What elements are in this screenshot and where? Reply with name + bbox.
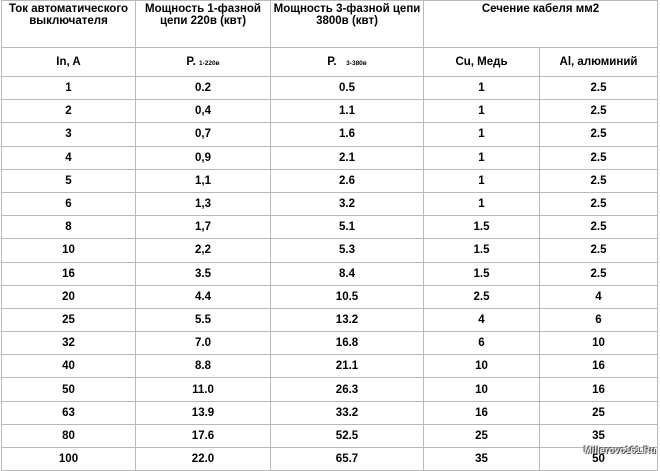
table-row	[2, 378, 658, 401]
table-row	[2, 424, 658, 447]
power-3phase-cell: 2.1	[271, 146, 424, 169]
current-cell: 3	[2, 123, 136, 146]
power-3phase-cell: 3.2	[271, 192, 424, 215]
copper-cell: 25	[424, 424, 540, 447]
aluminium-label: Al, алюминий	[540, 48, 658, 77]
power-3phase-header: Мощность 3-фазной цепи 3800в (квт)	[271, 1, 424, 48]
copper-cell: 35	[424, 448, 540, 471]
power-1phase-header: Мощность 1-фазной цепи 220в (квт)	[136, 1, 271, 48]
power-3phase-cell: 10.5	[271, 285, 424, 308]
table-row	[2, 262, 658, 285]
power-3phase-cell: 5.1	[271, 216, 424, 239]
copper-cell: 1	[424, 192, 540, 215]
aluminium-cell: 2.5	[540, 239, 658, 262]
power-3phase-cell: 65.7	[271, 448, 424, 471]
power-3phase-cell: 2.6	[271, 169, 424, 192]
copper-cell: 1	[424, 77, 540, 100]
power-3phase-cell: 1.6	[271, 123, 424, 146]
current-cell: 2	[2, 100, 136, 123]
power-1phase-cell: 0,9	[136, 146, 271, 169]
power-1phase-cell: 0.2	[136, 77, 271, 100]
copper-cell: 1	[424, 169, 540, 192]
table-row	[2, 285, 658, 308]
power-3phase-cell: 33.2	[271, 401, 424, 424]
current-cell: 50	[2, 378, 136, 401]
power-3phase-cell: 13.2	[271, 308, 424, 331]
current-unit-label: In, A	[2, 48, 136, 77]
copper-cell: 16	[424, 401, 540, 424]
power-1phase-cell: 8.8	[136, 355, 271, 378]
power-1phase-cell: 5.5	[136, 308, 271, 331]
current-cell: 20	[2, 285, 136, 308]
current-cell: 63	[2, 401, 136, 424]
power-1phase-cell: 7.0	[136, 332, 271, 355]
table-row	[2, 146, 658, 169]
current-cell: 10	[2, 239, 136, 262]
power-1phase-cell: 0,4	[136, 100, 271, 123]
copper-cell: 1.5	[424, 239, 540, 262]
current-cell: 6	[2, 192, 136, 215]
power-1phase-cell: 0,7	[136, 123, 271, 146]
table-row	[2, 448, 658, 471]
power-1phase-cell: 22.0	[136, 448, 271, 471]
current-cell: 5	[2, 169, 136, 192]
power-1phase-cell: 1,3	[136, 192, 271, 215]
aluminium-cell: 25	[540, 401, 658, 424]
aluminium-cell: 35	[540, 424, 658, 447]
current-cell: 16	[2, 262, 136, 285]
copper-cell: 1.5	[424, 262, 540, 285]
copper-cell: 1	[424, 146, 540, 169]
power-3phase-cell: 8.4	[271, 262, 424, 285]
power-1phase-cell: 3.5	[136, 262, 271, 285]
aluminium-cell: 2.5	[540, 169, 658, 192]
copper-cell: 1	[424, 100, 540, 123]
power-3phase-sym: P.	[327, 56, 337, 68]
aluminium-cell: 2.5	[540, 262, 658, 285]
power-3phase-cell: 1.1	[271, 100, 424, 123]
table-row	[2, 239, 658, 262]
table-row	[2, 308, 658, 331]
table-row	[2, 169, 658, 192]
current-cell: 32	[2, 332, 136, 355]
current-cell: 40	[2, 355, 136, 378]
copper-cell: 1.5	[424, 216, 540, 239]
power-1phase-cell: 1,1	[136, 169, 271, 192]
power-1phase-symbol	[136, 48, 271, 77]
watermark: Millerovo161.Ru	[583, 445, 656, 455]
current-header: Ток автоматического выключателя	[2, 1, 136, 48]
current-cell: 8	[2, 216, 136, 239]
power-1phase-cell: 2,2	[136, 239, 271, 262]
power-3phase-cell: 5.3	[271, 239, 424, 262]
copper-cell: 2.5	[424, 285, 540, 308]
power-1phase-cell: 11.0	[136, 378, 271, 401]
power-1phase-cell: 1,7	[136, 216, 271, 239]
power-1phase-cell: 4.4	[136, 285, 271, 308]
aluminium-cell: 2.5	[540, 146, 658, 169]
aluminium-cell: 16	[540, 378, 658, 401]
aluminium-cell: 2.5	[540, 77, 658, 100]
copper-cell: 10	[424, 355, 540, 378]
aluminium-cell: 2.5	[540, 192, 658, 215]
aluminium-cell: 2.5	[540, 123, 658, 146]
table-row	[2, 401, 658, 424]
power-3phase-cell: 26.3	[271, 378, 424, 401]
power-3phase-cell: 52.5	[271, 424, 424, 447]
copper-label: Cu, Медь	[424, 48, 540, 77]
aluminium-cell: 6	[540, 308, 658, 331]
table-row	[2, 123, 658, 146]
power-3phase-symbol	[271, 48, 424, 77]
power-3phase-cell: 21.1	[271, 355, 424, 378]
table-row	[2, 100, 658, 123]
power-1phase-sub: 1-220в	[198, 60, 220, 67]
copper-cell: 6	[424, 332, 540, 355]
current-cell: 80	[2, 424, 136, 447]
copper-cell: 4	[424, 308, 540, 331]
aluminium-cell: 10	[540, 332, 658, 355]
table-row	[2, 355, 658, 378]
table-row	[2, 332, 658, 355]
table-row	[2, 77, 658, 100]
current-cell: 100	[2, 448, 136, 471]
copper-cell: 10	[424, 378, 540, 401]
aluminium-cell: 2.5	[540, 100, 658, 123]
aluminium-cell: 2.5	[540, 216, 658, 239]
current-cell: 25	[2, 308, 136, 331]
current-cell: 1	[2, 77, 136, 100]
table-row	[2, 216, 658, 239]
table-body	[2, 1, 658, 471]
table-row	[2, 192, 658, 215]
cable-selection-table	[1, 0, 658, 471]
aluminium-cell: 50	[540, 448, 658, 471]
aluminium-cell: 4	[540, 285, 658, 308]
power-1phase-cell: 17.6	[136, 424, 271, 447]
power-3phase-cell: 0.5	[271, 77, 424, 100]
subheader-row	[2, 48, 658, 77]
power-1phase-cell: 13.9	[136, 401, 271, 424]
header-row	[2, 1, 658, 48]
current-cell: 4	[2, 146, 136, 169]
aluminium-cell: 16	[540, 355, 658, 378]
copper-cell: 1	[424, 123, 540, 146]
power-3phase-cell: 16.8	[271, 332, 424, 355]
cable-section-header: Сечение кабеля мм2	[424, 1, 658, 48]
power-1phase-sym: P.	[186, 56, 196, 68]
power-3phase-sub: 3-380в	[346, 60, 367, 67]
